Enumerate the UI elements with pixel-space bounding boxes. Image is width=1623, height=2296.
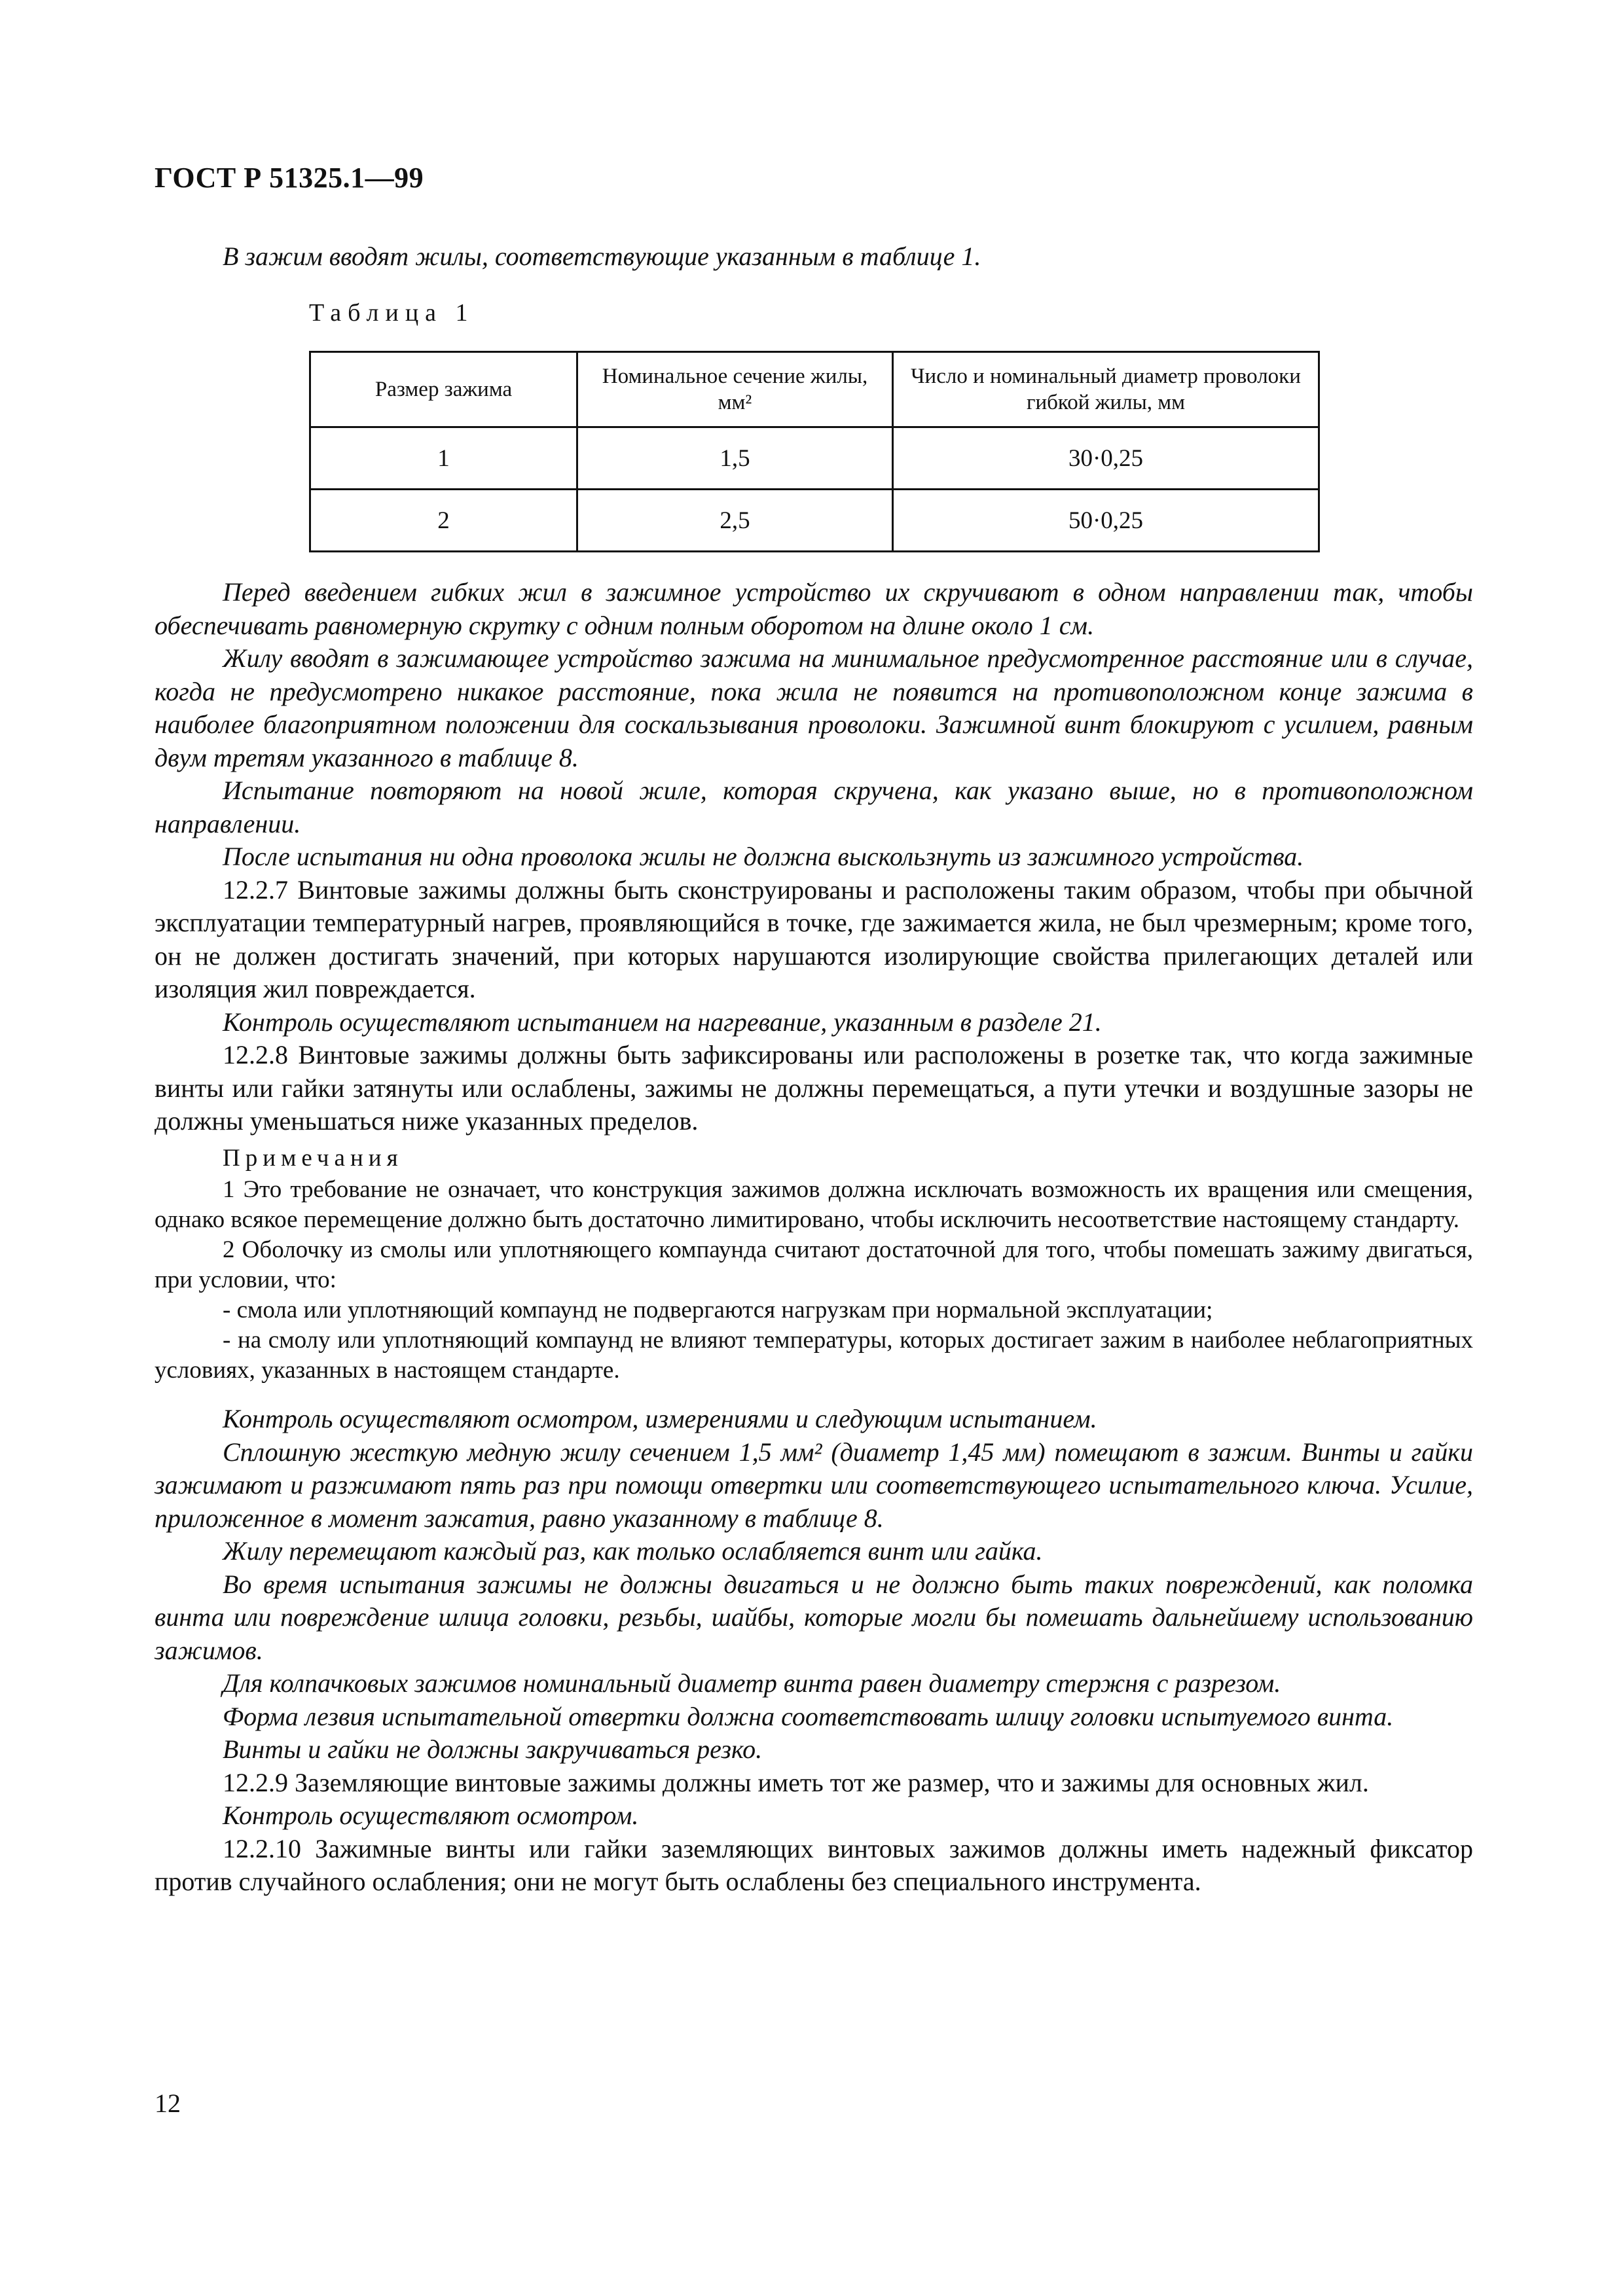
table-row xyxy=(310,490,1319,552)
document-body xyxy=(155,576,1473,1899)
paragraph: Во время испытания зажимы не должны двигаться и не должно быть таких повреждений, как поломка винта или повреждение шлица головки, резьбы, шайбы, которые могли бы помешать дальнейшему использованию зажимов. xyxy=(155,1569,1473,1665)
paragraph: После испытания ни одна проволока жилы не должна выскользнуть из зажимного устройства. xyxy=(223,842,1304,871)
paragraph: Перед введением гибких жил в зажимное устройство их скручивают в одном направлении так, чтобы обеспечивать равномерную скрутку с одним полным оборотом на длине около 1 см. xyxy=(155,577,1473,640)
note-item: 2 Оболочку из смолы или уплотняющего компаунда считают достаточной для того, чтобы помешать зажиму двигаться, при условии, что: xyxy=(155,1236,1473,1293)
paragraph: Жилу вводят в зажимающее устройство зажима на минимальное предусмотренное расстояние или в случае, когда не предусмотрено никакое расстояние, пока жила не появится на противоположном конце зажима в наиболее благоприятном положении для соскальзывания проволоки. Зажимной винт блокируют с усилием, равным двум третям указанного в таблице 8. xyxy=(155,643,1473,772)
clause-paragraph: 12.2.8 Винтовые зажимы должны быть зафиксированы или расположены в розетке так, что когда зажимные винты или гайки затянуты или ослаблены, зажимы не должны перемещаться, а пути утечки и воздушные зазоры не должны уменьшаться ниже указанных пределов. xyxy=(155,1040,1473,1136)
table-cell: 2 xyxy=(310,490,577,552)
paragraph: Жилу перемещают каждый раз, как только ослабляется винт или гайка. xyxy=(223,1536,1043,1566)
terminal-size-table xyxy=(309,351,1320,552)
clause-paragraph: 12.2.9 Заземляющие винтовые зажимы должны иметь тот же размер, что и зажимы для основных жил. xyxy=(223,1767,1369,1797)
table-header-row xyxy=(310,352,1319,427)
paragraph: Форма лезвия испытательной отвертки должна соответствовать шлицу головки испытуемого винта. xyxy=(223,1701,1394,1731)
table-cell: 1 xyxy=(310,427,577,490)
paragraph: Для колпачковых зажимов номинальный диаметр винта равен диаметру стержня с разрезом. xyxy=(223,1668,1281,1698)
paragraph: Сплошную жесткую медную жилу сечением 1,5 мм² (диаметр 1,45 мм) помещают в зажим. Винты и гайки зажимают и разжимают пять раз при помощи отвертки или соответствующего испытательного ключа. Усилие, приложенное в момент зажатия, равно указанному в таблице 8. xyxy=(155,1437,1473,1533)
paragraph: Испытание повторяют на новой жиле, которая скручена, как указано выше, но в противоположном направлении. xyxy=(155,776,1473,838)
table-header-cell: Размер зажима xyxy=(310,352,577,427)
standard-code-header: ГОСТ Р 51325.1—99 xyxy=(155,162,424,194)
clause-paragraph: 12.2.7 Винтовые зажимы должны быть сконструированы и расположены таким образом, чтобы при обычной эксплуатации температурный нагрев, проявляющийся в точке, где зажимается жила, не был чрезмерным; кроме того, он не должен достигать значений, при которых нарушаются изолирующие свойства прилегающих деталей или изоляция жил повреждается. xyxy=(155,874,1473,1003)
note-item: - на смолу или уплотняющий компаунд не влияют температуры, которых достигает зажим в наиболее неблагоприятных условиях, указанных в настоящем стандарте. xyxy=(155,1327,1473,1384)
table-caption: Таблица 1 xyxy=(309,299,475,327)
intro-text: В зажим вводят жилы, соответствующие указанным в таблице 1. xyxy=(223,242,981,271)
table-row xyxy=(310,427,1319,490)
table-cell: 30·0,25 xyxy=(893,427,1319,490)
paragraph: Винты и гайки не должны закручиваться резко. xyxy=(223,1734,763,1764)
paragraph: Контроль осуществляют осмотром, измерениями и следующим испытанием. xyxy=(223,1404,1097,1433)
notes-title: Примечания xyxy=(223,1144,403,1172)
clause-paragraph: 12.2.10 Зажимные винты или гайки заземляющих винтовых зажимов должны иметь надежный фиксатор против случайного ослабления; они не могут быть ослаблены без специального инструмента. xyxy=(155,1833,1473,1896)
table-header-cell: Число и номинальный диаметр проволоки гибкой жилы, мм xyxy=(893,352,1319,427)
page-number: 12 xyxy=(155,2089,181,2118)
table-header-cell: Номинальное сечение жилы, мм² xyxy=(577,352,893,427)
paragraph: Контроль осуществляют испытанием на нагревание, указанным в разделе 21. xyxy=(223,1007,1102,1037)
table-cell: 2,5 xyxy=(577,490,893,552)
note-item: - смола или уплотняющий компаунд не подвергаются нагрузкам при нормальной эксплуатации; xyxy=(223,1297,1213,1323)
note-item: 1 Это требование не означает, что конструкция зажимов должна исключать возможность их вращения или смещения, однако всякое перемещение должно быть достаточно лимитировано, чтобы исключить несоответствие настоящему стандарту. xyxy=(155,1176,1473,1233)
table-cell: 50·0,25 xyxy=(893,490,1319,552)
paragraph: Контроль осуществляют осмотром. xyxy=(223,1801,639,1830)
table-cell: 1,5 xyxy=(577,427,893,490)
